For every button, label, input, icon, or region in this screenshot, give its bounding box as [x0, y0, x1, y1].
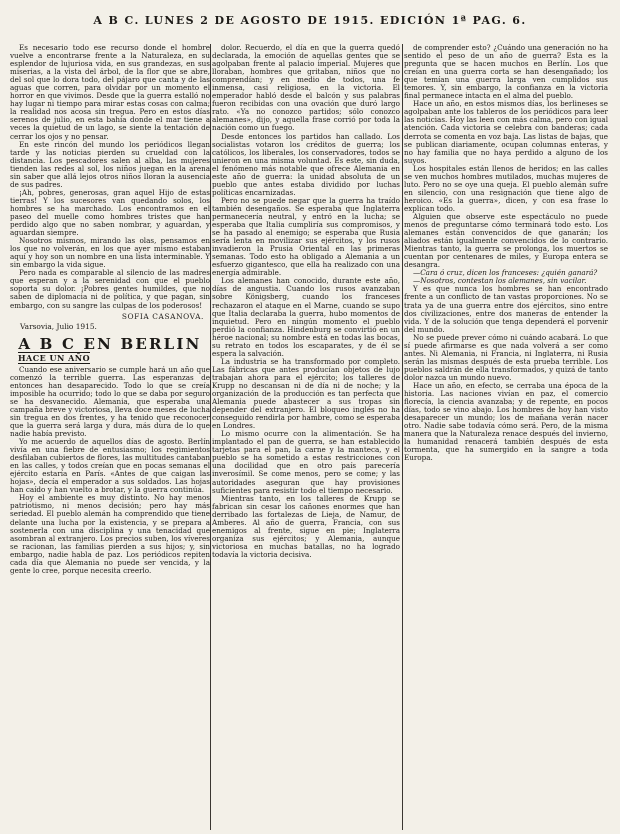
dialogue-line: —Nosotros, contestan los alemanes, sin vacilar.	[413, 276, 587, 286]
paragraph: La industria se ha transformado por completo. Las fábricas que antes producían objetos de lujo trabajan ahora para el ejército; los talleres de Krupp no descansan ni de día ni de noche; y la organización de la producción es tan perfecta que Alemania puede abastecer a sus tropas sin depender del extranjero. El bloqueo inglés no ha conseguido rendirla por hambre, como se esperaba en Londres.	[212, 356, 400, 431]
paragraph: En este rincón del mundo los periódicos llegan tarde y las noticias pierden su crueldad con la distancia. Los pescadores salen al alba, las mujeres tienden las redes al sol, los niños juegan en la arena sin saber que allá lejos otros niños lloran la ausencia de sus padres.	[10, 139, 210, 189]
dialogue-line: —Cara ó cruz, dicen los franceses: ¿quién ganará?	[413, 268, 598, 278]
column-divider	[210, 44, 211, 830]
paragraph: dolor. Recuerdo, el día en que la guerra quedó declarada, la emoción de aquellas gentes que se agolpaban frente al palacio imperial. Mujeres que lloraban, hombres que gritaban, niños que no comprendían; y en medio de todos, una fe inmensa, casi religiosa, en la victoria. El emperador habló desde el balcón y sus palabras fueron recibidas con una ovación que duró largo rato. «Ya no conozco partidos; sólo conozco alemanes», dijo, y aquella frase corrió por toda la nación como un fuego.	[212, 44, 400, 133]
paragraph: Y es que nunca los hombres se han encontrado frente a un conflicto de tan vastas proporciones. No se trata ya de una guerra entre dos ejércitos, sino entre dos civilizaciones, entre dos maneras de entender la vida. Y de la solución que tenga dependerá el porvenir del mundo.	[404, 284, 608, 334]
section-subtitle	[18, 353, 210, 363]
paragraph: Es necesario todo ese recurso donde el hombre vuelve a encontrarse frente a la Naturaleza, en su esplendor de lujuriosa vida, en sus grandezas, en sus miserias, a la vista del árbol, de la flor que se abre, del sol que lo dora todo, del pájaro que canta y de las aguas que corren, para olvidar por un momento el horror en que vivimos. Desde que la guerra estalló no hay lugar ni tiempo para mirar estas cosas con calma; la realidad nos acosa sin tregua. Pero en estos días serenos de julio, en esta bahía donde el mar tiene a veces la quietud de un lago, se siente la tentación de cerrar los ojos y no pensar.	[10, 44, 210, 141]
paragraph: Hace un año, en estos mismos días, los berlineses se agolpaban ante los tableros de los periódicos para leer las noticias. Hoy las leen con más calma, pero con igual atención. Cada victoria se celebra con banderas; cada derrota se comenta en voz baja. Las listas de bajas, que se publican diariamente, ocupan columnas enteras, y no hay familia que no haya perdido a alguno de los suyos.	[404, 99, 608, 165]
page-header: A B C. LUNES 2 DE AGOSTO DE 1915. EDICIÓN 1ª PAG. 6.	[93, 14, 527, 27]
paragraph: Lo mismo ocurre con la alimentación. Se ha implantado el pan de guerra, se han establecido tarjetas para el pan, la carne y la manteca, y el pueblo se ha sometido a estas restricciones con una docilidad que en otro país parecería inverosímil. Se come menos, pero se come; y las autoridades aseguran que hay provisiones suficientes para resistir todo el tiempo necesario.	[212, 429, 400, 495]
section-subtitle-text: HACE UN AÑO	[18, 352, 91, 363]
paragraph: Pero nada es comparable al silencio de las madres que esperan y a la serenidad con que el pueblo soporta su dolor. ¡Pobres gentes humildes, que no saben de diplomacia ni de política, y que pagan, sin embargo, con su sangre las culpas de los poderosos!	[10, 268, 210, 310]
paragraph: de comprender esto? ¿Cuándo una generación no ha sentido el peso de un año de guerra? Esta es la pregunta que se hacen muchos en Berlín. Los que creían en una guerra corta se han desengañado; los que temían una guerra larga ven cumplidos sus temores. Y, sin embargo, la confianza en la victoria final permanece intacta en el alma del pueblo.	[404, 44, 608, 101]
paragraph: Desde entonces los partidos han callado. Los socialistas votaron los créditos de guerra; los católicos, los liberales, los conservadores, todos se unieron en una misma voluntad. Es este, sin duda, el fenómeno más notable que ofrece Alemania en este año de guerra: la unidad absoluta de un pueblo que antes estaba dividido por luchas políticas encarnizadas.	[212, 131, 400, 197]
paragraph: ¡Ah, pobres, generosas, gran aquel Hijo de estas tierras! Y los sucesores van quedando solos, los hombres se ha marchado. Los encontramos en el paseo del muelle como hombres tristes que han perdido algo que no saben nombrar, y aguardan, y aguardan siempre.	[10, 187, 210, 238]
author-signature: SOFIA CASANOVA.	[121, 311, 204, 321]
section-title: A B C EN BERLIN	[18, 334, 202, 353]
paragraph: Hoy el ambiente es muy distinto. No hay menos patriotismo, ni menos decisión; pero hay más seriedad. El pueblo alemán ha comprendido que tiene delante una lucha por la existencia, y se prepara a sostenerla con una disciplina y una tenacidad que asombran al extranjero. Los precios suben, los víveres se racionan, las familias pierden a sus hijos; y, sin embargo, nadie habla de paz. Los periódicos repiten cada día que Alemania no puede ser vencida, y la gente lo cree, porque necesita creerlo.	[10, 493, 210, 575]
paragraph: Los alemanes han conocido, durante este año, días de angustia. Cuando los rusos avanzaban sobre Königsberg, cuando los franceses rechazaron el ataque en el Marne, cuando se supo que Italia declaraba la guerra, hubo momentos de inquietud. Pero en ningún momento el pueblo perdió la confianza. Hindenburg se convirtió en un héroe nacional; su nombre está en todas las bocas, su retrato en todos los escaparates, y de él se espera la salvación.	[212, 276, 400, 358]
column-2	[212, 44, 400, 830]
paragraph: Alguien que observe este espectáculo no puede menos de preguntarse cómo terminará todo esto. Los alemanes están convencidos de que ganarán; los aliados están igualmente convencidos de lo contrario. Mientras tanto, la guerra se prolonga, los muertos se cuentan por centenares de miles, y Europa entera se desangra.	[404, 211, 608, 270]
paragraph: Hace un año, en efecto, se cerraba una época de la historia. Las naciones vivían en paz, el comercio florecía, la ciencia avanzaba; y de repente, en pocos días, todo se vino abajo. Los hombres de hoy han visto desaparecer un mundo; los de mañana verán nacer otro. Nadie sabe todavía cómo será. Pero, de la misma manera que la Naturaleza renace después del invierno, la humanidad renacerá también después de esta tormenta, que ha sumergido en la sangre a toda Europa.	[404, 380, 608, 463]
column-divider	[402, 44, 403, 830]
column-3	[404, 44, 608, 830]
paragraph: Mientras tanto, en los talleres de Krupp se fabrican sin cesar los cañones enormes que han derribado las fortalezas de Lieja, de Namur, de Amberes. Al año de guerra, Francia, con sus enemigos al frente, sigue en pie; Inglaterra organiza sus ejércitos; y Alemania, aunque victoriosa en muchas batallas, no ha logrado todavía la victoria decisiva.	[212, 493, 400, 559]
paragraph: Los hospitales están llenos de heridos; en las calles se ven muchos hombres mutilados, muchas mujeres de luto. Pero no se oye una queja. El pueblo alemán sufre en silencio, con una resignación que tiene algo de heroico. «Es la guerra», dicen, y con esa frase lo explican todo.	[404, 163, 608, 213]
paragraph: Nosotros mismos, mirando las olas, pensamos en los que no volverán, en los que ayer mismo estaban aquí y hoy son un nombre en una lista interminable. Y sin embargo la vida sigue.	[10, 236, 210, 270]
paragraph: No se puede prever cómo ni cuándo acabará. Lo que sí puede afirmarse es que nada volverá a ser como antes. Ni Alemania, ni Francia, ni Inglaterra, ni Rusia serán las mismas después de esta prueba terrible. Los pueblos saldrán de ella transformados, y quizá de tanto dolor nazca un mundo nuevo.	[404, 332, 608, 382]
column-1	[10, 44, 210, 830]
paragraph: Cuando ese aniversario se cumple hará un año que comenzó la terrible guerra. Las esperanzas de entonces han desaparecido. Todo lo que se creía imposible ha ocurrido; todo lo que se daba por seguro se ha desvanecido. Alemania, que esperaba una campaña breve y victoriosa, lleva doce meses de lucha sin tregua en dos frentes, y ha tenido que reconocer que la guerra será larga y dura, más dura de lo que nadie había previsto.	[10, 364, 210, 439]
paragraph: Pero no se puede negar que la guerra ha traído también desengaños. Se esperaba que Inglaterra permanecería neutral, y entró en la lucha; se esperaba que Italia cumpliría sus compromisos, y se ha pasado al enemigo; se esperaba que Rusia sería lenta en movilizar sus ejércitos, y los rusos invadieron la Prusia Oriental en las primeras semanas. Todo esto ha obligado a Alemania a un esfuerzo gigantesco, que ella ha realizado con una energía admirable.	[212, 195, 400, 278]
paragraph: Yo me acuerdo de aquellos días de agosto. Berlín vivía en una fiebre de entusiasmo; los regimientos desfilaban cubiertos de flores, las multitudes cantaban en las calles, y todos creían que en pocas semanas el ejército estaría en París. «Antes de que caigan las hojas», decía el emperador a sus soldados. Las hojas han caído y han vuelto a brotar, y la guerra continúa.	[10, 437, 210, 495]
dateline: Varsovia, Julio 1915.	[20, 321, 97, 331]
